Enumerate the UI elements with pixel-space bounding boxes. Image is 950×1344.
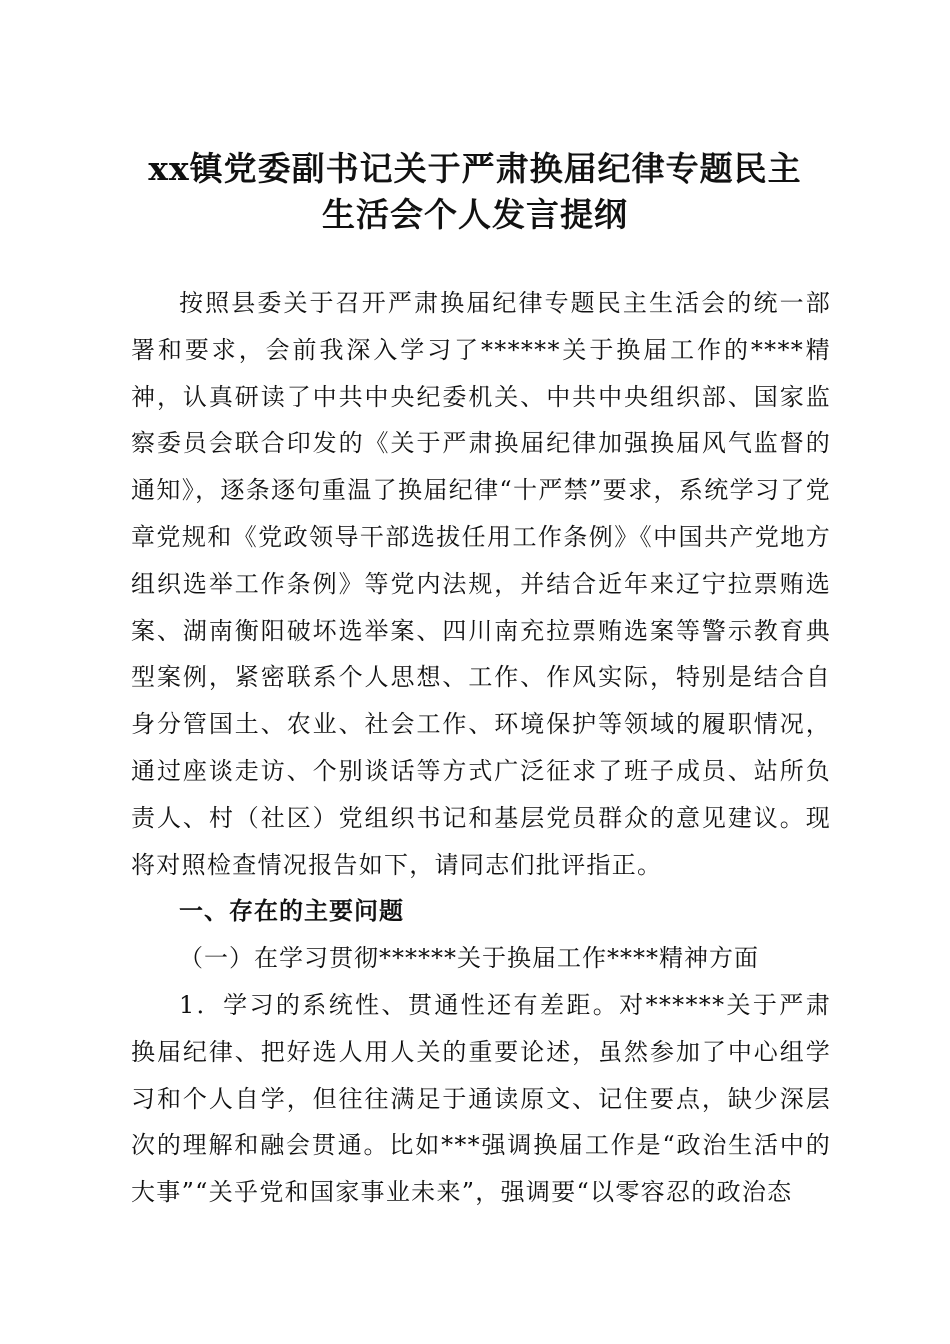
section-heading-1: 一、存在的主要问题 xyxy=(179,896,404,926)
item-1-paragraph: 1．学习的系统性、贯通性还有差距。对******关于严肃换届纪律、把好选人用人关的重要论述，虽然参加了中心组学习和个人自学，但往往满足于通读原文、记住要点，缺少深层次的理解和融会贯通。比如***强调换届工作是“政治生活中的大事”“关乎党和国家事业未来”，强调要“以零容忍的政治态 xyxy=(131,990,831,1207)
title-line-1: xx镇党委副书记关于严肃换届纪律专题民主 xyxy=(148,149,802,188)
document-body xyxy=(131,280,831,1216)
title-line-2: 生活会个人发言提纲 xyxy=(322,195,628,234)
intro-paragraph: 按照县委关于召开严肃换届纪律专题民主生活会的统一部署和要求，会前我深入学习了******关于换届工作的****精神，认真研读了中共中央纪委机关、中共中央组织部、国家监察委员会联合印发的《关于严肃换届纪律加强换届风气监督的通知》，逐条逐句重温了换届纪律“十严禁”要求，系统学习了党章党规和《党政领导干部选拔任用工作条例》《中国共产党地方组织选举工作条例》等党内法规，并结合近年来辽宁拉票贿选案、湖南衡阳破坏选举案、四川南充拉票贿选案等警示教育典型案例，紧密联系个人思想、工作、作风实际，特别是结合自身分管国土、农业、社会工作、环境保护等领域的履职情况，通过座谈走访、个别谈话等方式广泛征求了班子成员、站所负责人、村（社区）党组织书记和基层党员群众的意见建议。现将对照检查情况报告如下，请同志们批评指正。 xyxy=(131,289,831,879)
subsection-heading-1-1: （一）在学习贯彻******关于换届工作****精神方面 xyxy=(179,944,759,973)
document-title xyxy=(120,146,830,238)
